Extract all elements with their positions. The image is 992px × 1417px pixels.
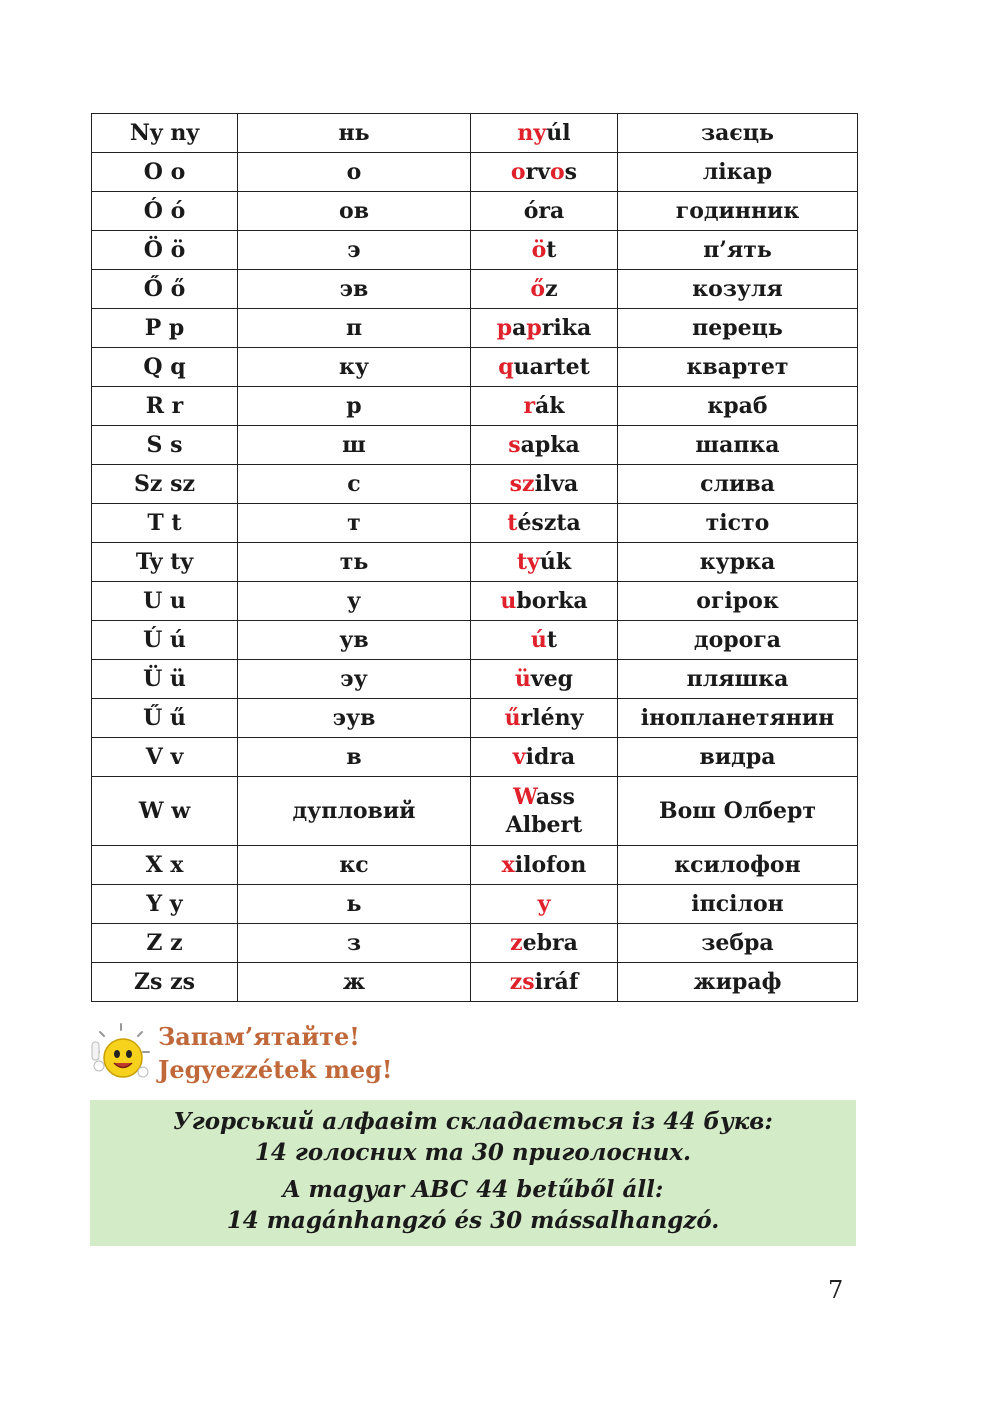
example-word-cell [471, 387, 618, 426]
table-row [92, 465, 858, 504]
letter-cell: Ó ó [92, 192, 238, 231]
table-row [92, 846, 858, 885]
table-row [92, 885, 858, 924]
letter-cell: Ű ű [92, 699, 238, 738]
word-highlight: x [501, 852, 515, 878]
word-highlight: p [526, 315, 542, 341]
table-row [92, 309, 858, 348]
translation-cell: козуля [618, 270, 858, 309]
word-rest: s [564, 159, 578, 185]
translation-cell: заєць [618, 114, 858, 153]
word-rest: ass [535, 784, 575, 810]
sound-cell: ть [238, 543, 471, 582]
word-highlight: v [512, 744, 526, 770]
letter-cell: X x [92, 846, 238, 885]
word-rest: ilva [534, 471, 579, 497]
example-word-cell [471, 114, 618, 153]
letter-cell: O o [92, 153, 238, 192]
table-row [92, 348, 858, 387]
word-rest: z [545, 276, 558, 302]
example-word-cell [471, 465, 618, 504]
page-number: 7 [828, 1276, 844, 1304]
table-row [92, 621, 858, 660]
letter-cell: Z z [92, 924, 238, 963]
translation-cell: квартет [618, 348, 858, 387]
word-highlight: ö [531, 237, 547, 263]
note-line-4: 14 magánhangzó és 30 mássalhangzó. [226, 1207, 720, 1234]
sound-cell: эу [238, 660, 471, 699]
word-highlight: y [537, 891, 551, 917]
rule-note-box [90, 1100, 856, 1246]
remember-heading-ua: Запам’ятайте! [158, 1022, 360, 1051]
word-highlight: ű [504, 705, 521, 731]
word-highlight: zs [509, 969, 535, 995]
letter-cell: Ú ú [92, 621, 238, 660]
sound-cell: нь [238, 114, 471, 153]
word-rest: rika [541, 315, 592, 341]
word-rest: uartet [513, 354, 590, 380]
alphabet-table [91, 113, 858, 1002]
remember-callout [90, 1020, 490, 1090]
translation-cell: краб [618, 387, 858, 426]
word-rest: t [546, 627, 558, 653]
letter-cell: S s [92, 426, 238, 465]
word-highlight: ú [530, 627, 547, 653]
sound-cell: в [238, 738, 471, 777]
table-row [92, 699, 858, 738]
example-word-cell [471, 426, 618, 465]
translation-cell: іпсілон [618, 885, 858, 924]
translation-cell: жираф [618, 963, 858, 1002]
letter-cell: Ty ty [92, 543, 238, 582]
table-row [92, 153, 858, 192]
letter-cell: Ny ny [92, 114, 238, 153]
translation-cell: перець [618, 309, 858, 348]
example-word-cell [471, 582, 618, 621]
word-rest: t [546, 237, 557, 263]
word-highlight: ő [530, 276, 546, 302]
sound-cell: п [238, 309, 471, 348]
sound-cell: кс [238, 846, 471, 885]
example-word-cell [471, 738, 618, 777]
example-word-cell [471, 846, 618, 885]
letter-cell: R r [92, 387, 238, 426]
word-highlight: q [498, 354, 514, 380]
letter-cell: U u [92, 582, 238, 621]
translation-cell: лікар [618, 153, 858, 192]
word-rest: a [512, 315, 527, 341]
sound-cell: эув [238, 699, 471, 738]
example-word-cell [471, 543, 618, 582]
example-word-cell [471, 270, 618, 309]
table-row [92, 231, 858, 270]
table-row [92, 114, 858, 153]
example-word-cell [471, 699, 618, 738]
word-highlight: t [507, 510, 518, 536]
translation-cell: Вош Олберт [618, 777, 858, 846]
sound-cell: э [238, 231, 471, 270]
example-word-cell [471, 660, 618, 699]
word-highlight: W [513, 784, 536, 810]
word-highlight: ny [517, 120, 547, 146]
remember-heading-hu: Jegyezzétek meg! [158, 1055, 393, 1084]
word-rest: észta [517, 510, 581, 536]
note-line-3: A magyar ABC 44 betűből áll: [282, 1176, 664, 1203]
example-word-cell [471, 153, 618, 192]
word-rest: óra [523, 198, 565, 224]
word-rest: úk [539, 549, 572, 575]
note-line-2: 14 голосних та 30 приголосних. [254, 1139, 692, 1166]
letter-cell: Q q [92, 348, 238, 387]
word-highlight: s [508, 432, 521, 458]
example-word-cell [471, 924, 618, 963]
letter-cell: Sz sz [92, 465, 238, 504]
translation-cell: дорога [618, 621, 858, 660]
translation-cell: слива [618, 465, 858, 504]
letter-cell: W w [92, 777, 238, 846]
example-word-cell [471, 885, 618, 924]
word-highlight: p [496, 315, 513, 341]
table-row [92, 543, 858, 582]
example-word-cell [471, 192, 618, 231]
word-rest: idra [525, 744, 576, 770]
sound-cell: с [238, 465, 471, 504]
sound-cell: ку [238, 348, 471, 387]
note-line-1: Угорський алфавіт складається із 44 букв: [173, 1108, 773, 1135]
sound-cell: дупловий [238, 777, 471, 846]
sound-cell: ж [238, 963, 471, 1002]
sound-cell: о [238, 153, 471, 192]
sound-cell: р [238, 387, 471, 426]
sound-cell: у [238, 582, 471, 621]
table-row [92, 387, 858, 426]
example-word-cell [471, 621, 618, 660]
word-rest: ebra [522, 930, 578, 956]
translation-cell: тісто [618, 504, 858, 543]
translation-cell: огірок [618, 582, 858, 621]
table-row [92, 582, 858, 621]
letter-cell: P p [92, 309, 238, 348]
sound-cell: т [238, 504, 471, 543]
letter-cell: Y y [92, 885, 238, 924]
sound-cell: з [238, 924, 471, 963]
translation-cell: годинник [618, 192, 858, 231]
translation-cell: видра [618, 738, 858, 777]
word-second-line: Albert [505, 812, 583, 838]
sound-cell: ш [238, 426, 471, 465]
word-rest: iráf [534, 969, 579, 995]
letter-cell: Ü ü [92, 660, 238, 699]
table-row [92, 738, 858, 777]
word-rest: apka [520, 432, 580, 458]
table-row [92, 504, 858, 543]
word-rest: rlény [520, 705, 584, 731]
translation-cell: курка [618, 543, 858, 582]
sound-cell: ь [238, 885, 471, 924]
table-row [92, 270, 858, 309]
word-highlight: u [500, 588, 517, 614]
translation-cell: п’ять [618, 231, 858, 270]
sound-cell: эв [238, 270, 471, 309]
example-word-cell [471, 504, 618, 543]
word-highlight: sz [509, 471, 535, 497]
example-word-cell [471, 309, 618, 348]
word-highlight: r [523, 393, 536, 419]
translation-cell: зебра [618, 924, 858, 963]
word-rest: ilofon [514, 852, 587, 878]
example-word-cell [471, 231, 618, 270]
translation-cell: шапка [618, 426, 858, 465]
example-word-cell [471, 777, 618, 846]
word-highlight: o [510, 159, 526, 185]
word-highlight: ü [514, 666, 531, 692]
word-highlight: z [510, 930, 523, 956]
table-row [92, 924, 858, 963]
table-row [92, 660, 858, 699]
word-highlight: ty [516, 549, 540, 575]
translation-cell: інопланетянин [618, 699, 858, 738]
word-highlight: o [549, 159, 565, 185]
table-row [92, 192, 858, 231]
word-rest: veg [530, 666, 574, 692]
word-rest: borka [516, 588, 588, 614]
translation-cell: пляшка [618, 660, 858, 699]
letter-cell: V v [92, 738, 238, 777]
table-row [92, 963, 858, 1002]
letter-cell: T t [92, 504, 238, 543]
word-rest: rv [525, 159, 550, 185]
sound-cell: ов [238, 192, 471, 231]
example-word-cell [471, 963, 618, 1002]
letter-cell: Zs zs [92, 963, 238, 1002]
letter-cell: Ö ö [92, 231, 238, 270]
table-row [92, 426, 858, 465]
sound-cell: ув [238, 621, 471, 660]
lightbulb-smiley-icon [90, 1022, 152, 1084]
word-rest: úl [546, 120, 571, 146]
example-word-cell [471, 348, 618, 387]
letter-cell: Ő ő [92, 270, 238, 309]
word-rest: ák [535, 393, 565, 419]
translation-cell: ксилофон [618, 846, 858, 885]
table-row [92, 777, 858, 846]
